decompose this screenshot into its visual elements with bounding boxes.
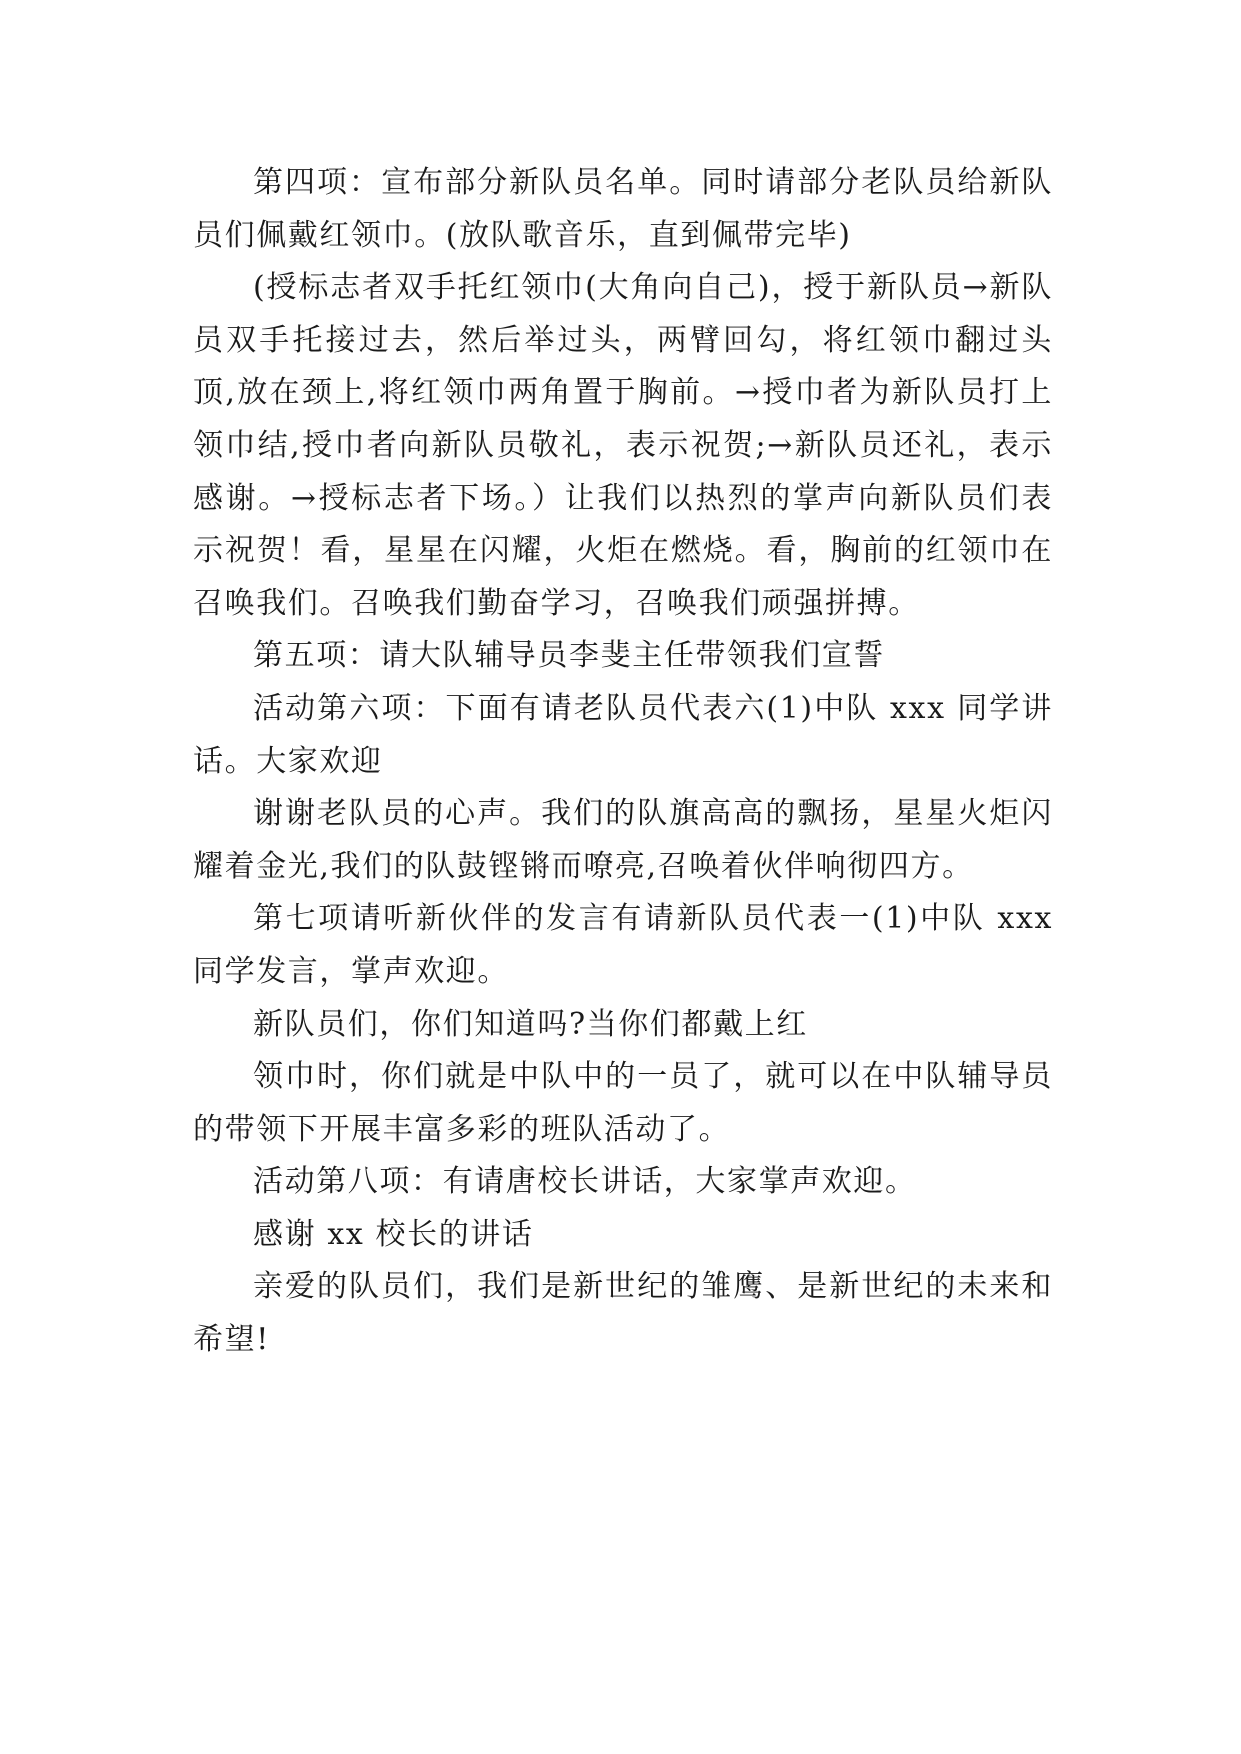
paragraph-thanks-principal: 感谢 xx 校长的讲话 — [253, 1216, 534, 1252]
paragraph-item-five: 第五项：请大队辅导员李斐主任带领我们宣誓 — [253, 638, 885, 674]
paragraph-thanks-senior: 谢谢老队员的心声。我们的队旗高高的飘扬，星星火炬闪耀着金光,我们的队鼓铿锵而嘹亮,召唤着伙伴响彻四方。 — [193, 796, 1053, 884]
paragraph-item-six: 活动第六项：下面有请老队员代表六(1)中队 xxx 同学讲话。大家欢迎 — [193, 690, 1053, 779]
paragraph-new-members-question: 新队员们，你们知道吗?当你们都戴上红 — [253, 1006, 808, 1042]
paragraph-item-seven: 第七项请听新伙伴的发言有请新队员代表一(1)中队 xxx 同学发言，掌声欢迎。 — [193, 901, 1053, 989]
paragraph-item-four: 第四项：宣布部分新队员名单。同时请部分老队员给新队员们佩戴红领巾。(放队歌音乐，直到佩带完毕) — [193, 165, 1053, 253]
paragraph-closing-address: 亲爱的队员们，我们是新世纪的雏鹰、是新世纪的未来和希望! — [193, 1269, 1053, 1358]
document-body — [193, 157, 1053, 1367]
paragraph-item-eight: 活动第八项：有请唐校长讲话，大家掌声欢迎。 — [253, 1164, 917, 1200]
paragraph-new-members-role: 领巾时，你们就是中队中的一员了，就可以在中队辅导员的带领下开展丰富多彩的班队活动了。 — [193, 1059, 1053, 1147]
paragraph-scarf-ceremony: (授标志者双手托红领巾(大角向自己)，授于新队员→新队员双手托接过去，然后举过头，两臂回勾，将红领巾翻过头顶,放在颈上,将红领巾两角置于胸前。→授巾者为新队员打上领巾结,授巾者向新队员敬礼，表示祝贺;→新队员还礼，表示感谢。→授标志者下场。）让我们以热烈的掌声向新队员们表示祝贺！看，星星在闪耀，火炬在燃烧。看，胸前的红领巾在召唤我们。召唤我们勤奋学习，召唤我们顽强拼搏。 — [193, 270, 1053, 621]
